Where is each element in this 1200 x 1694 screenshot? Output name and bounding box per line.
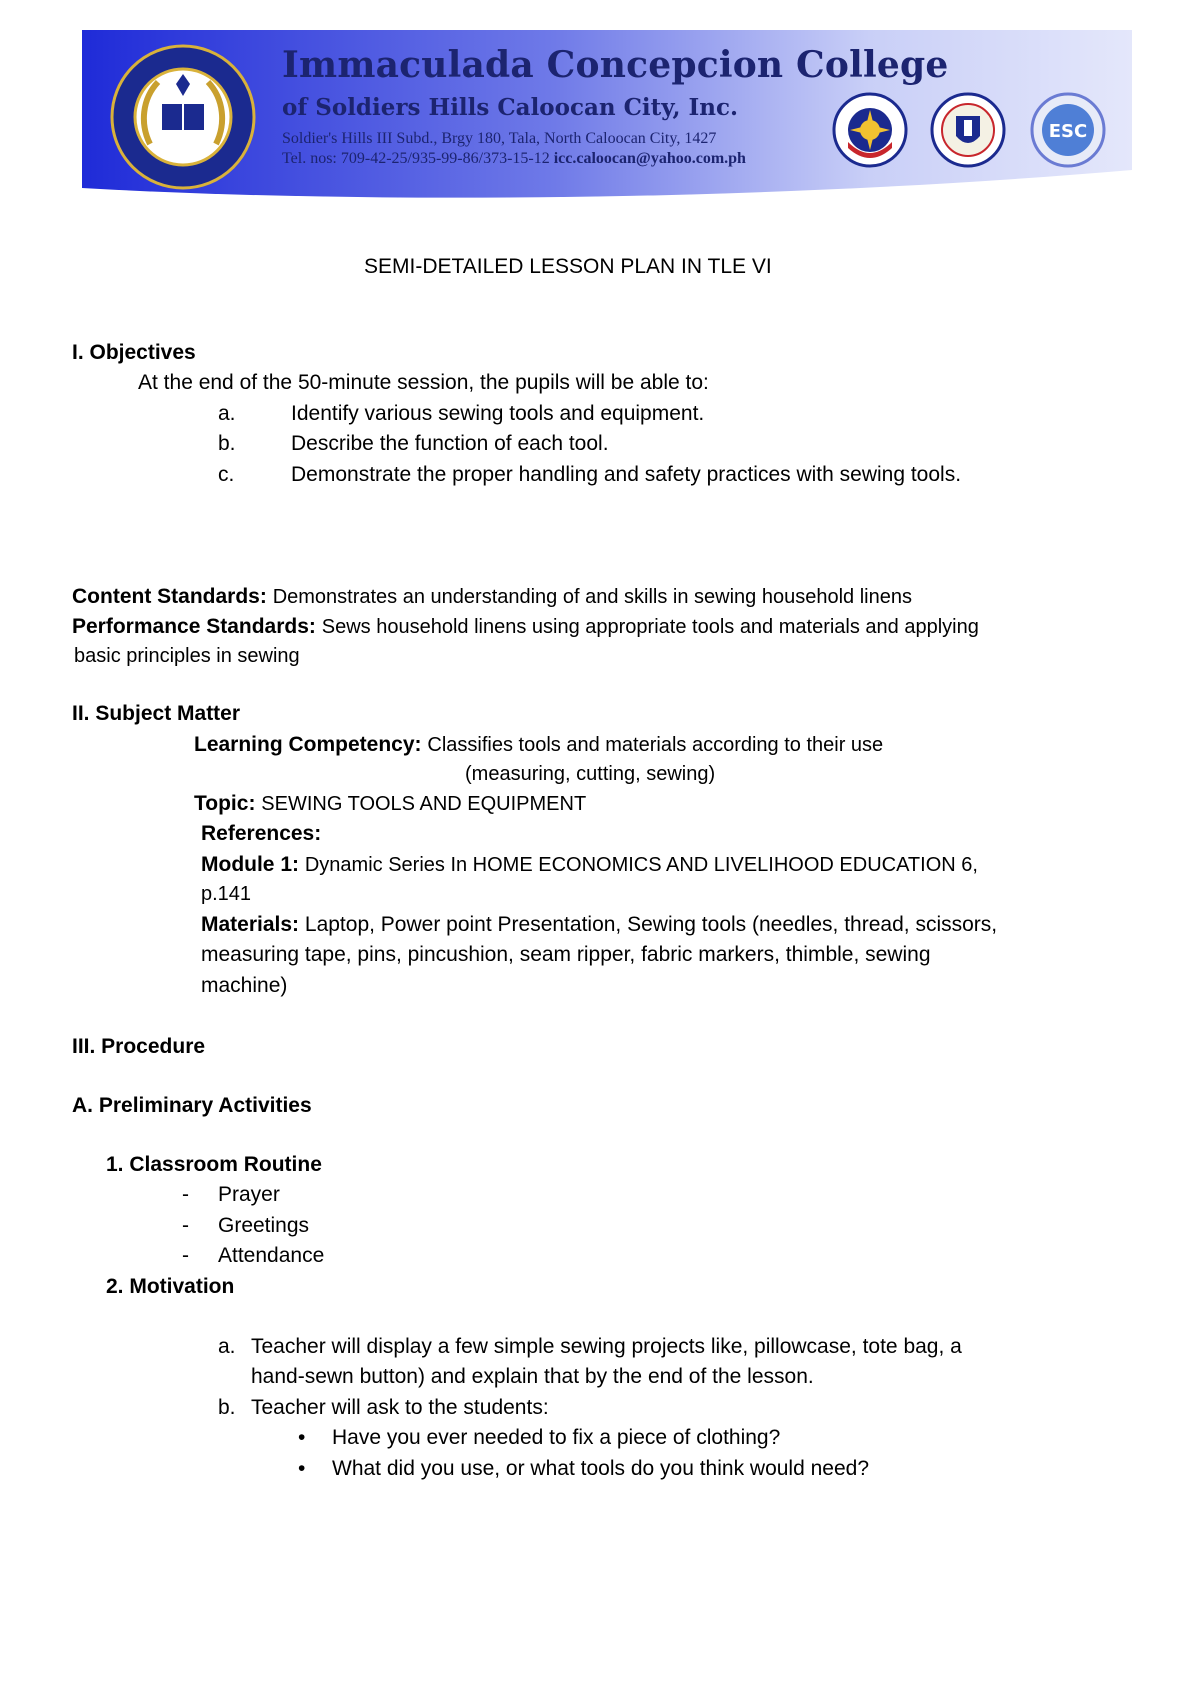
learning-competency-label: Learning Competency: <box>194 733 422 756</box>
list-marker: b. <box>218 1396 236 1419</box>
materials-label: Materials: <box>201 913 300 936</box>
list-marker: a. <box>218 1335 236 1358</box>
module-label: Module 1: <box>201 853 299 876</box>
performance-standards <box>72 614 979 640</box>
routine-item <box>182 1213 309 1239</box>
objective-text: Demonstrate the proper handling and safety practices with sewing tools. <box>291 463 962 486</box>
materials <box>201 912 997 938</box>
performance-standards-label: Performance Standards: <box>72 615 316 638</box>
objective-text: Describe the function of each tool. <box>291 432 609 455</box>
objectives-intro: At the end of the 50-minute session, the pupils will be able to: <box>138 371 709 394</box>
telephone-numbers: Tel. nos: 709-42-25/935-99-86/373-15-12 <box>282 150 550 167</box>
objective-text: Identify various sewing tools and equipment. <box>291 402 705 425</box>
ched-logo <box>832 92 908 168</box>
objective-item <box>218 401 704 427</box>
bullet-marker: • <box>298 1426 306 1449</box>
content-standards-label: Content Standards: <box>72 585 267 608</box>
routine-item <box>182 1182 280 1208</box>
materials-text-cont: machine) <box>201 974 288 997</box>
motivation-item <box>218 1395 549 1421</box>
objective-item <box>218 431 609 457</box>
motivation-text: Teacher will display a few simple sewing projects like, pillowcase, tote bag, a <box>251 1335 962 1358</box>
module-text-cont: p.141 <box>201 883 252 905</box>
materials-text-cont: measuring tape, pins, pincushion, seam ripper, fabric markers, thimble, sewing <box>201 943 931 966</box>
question-text: Have you ever needed to fix a piece of clothing? <box>332 1426 781 1449</box>
deped-logo <box>930 92 1006 168</box>
module-text: Dynamic Series In HOME ECONOMICS AND LIVELIHOOD EDUCATION 6, <box>304 854 978 876</box>
college-email: icc.caloocan@yahoo.com.ph <box>553 150 746 167</box>
question-text: What did you use, or what tools do you think would need? <box>332 1457 869 1480</box>
list-marker: a. <box>218 402 236 425</box>
routine-item-text: Prayer <box>218 1183 280 1206</box>
module-reference <box>201 852 978 878</box>
esc-logo-text: ESC <box>1048 121 1088 142</box>
classroom-routine-heading: 1. Classroom Routine <box>106 1153 322 1176</box>
motivation-item <box>218 1334 962 1360</box>
motivation-text: Teacher will ask to the students: <box>251 1396 549 1419</box>
college-address: Soldier's Hills III Subd., Brgy 180, Tala, North Caloocan City, 1427 <box>282 130 717 147</box>
bullet-marker: • <box>298 1457 306 1480</box>
college-contact <box>282 150 746 168</box>
topic-text: SEWING TOOLS AND EQUIPMENT <box>261 793 587 815</box>
subject-matter-heading: II. Subject Matter <box>72 702 241 725</box>
learning-competency-text-cont: (measuring, cutting, sewing) <box>465 763 716 785</box>
document-title: SEMI-DETAILED LESSON PLAN IN TLE VI <box>364 255 772 278</box>
list-marker: - <box>182 1183 189 1206</box>
list-marker: b. <box>218 432 236 455</box>
motivation-heading: 2. Motivation <box>106 1275 235 1298</box>
esc-logo <box>1030 92 1106 168</box>
preliminary-activities-heading: A. Preliminary Activities <box>72 1094 312 1117</box>
content-standards-text: Demonstrates an understanding of and skills in sewing household linens <box>272 586 912 608</box>
college-subtitle: of Soldiers Hills Caloocan City, Inc. <box>282 94 738 121</box>
header-banner <box>82 30 1132 202</box>
content-standards <box>72 584 912 610</box>
learning-competency-text: Classifies tools and materials according to their use <box>427 734 884 756</box>
routine-item <box>182 1243 324 1269</box>
motivation-text-cont: hand-sewn button) and explain that by the end of the lesson. <box>251 1365 814 1388</box>
college-seal-logo <box>110 44 256 190</box>
list-marker: - <box>182 1214 189 1237</box>
performance-standards-text: Sews household linens using appropriate tools and materials and applying <box>321 616 979 638</box>
objective-item <box>218 462 961 488</box>
list-marker: c. <box>218 463 235 486</box>
references-label: References: <box>201 822 322 845</box>
question-item <box>298 1425 780 1451</box>
routine-item-text: Attendance <box>218 1244 325 1267</box>
procedure-heading: III. Procedure <box>72 1035 206 1058</box>
college-name: Immaculada Concepcion College <box>282 44 949 86</box>
learning-competency <box>194 732 883 758</box>
question-item <box>298 1456 869 1482</box>
topic <box>194 791 586 817</box>
materials-text: Laptop, Power point Presentation, Sewing tools (needles, thread, scissors, <box>304 913 998 936</box>
objectives-heading: I. Objectives <box>72 341 196 364</box>
performance-standards-text-cont: basic principles in sewing <box>74 645 300 667</box>
list-marker: - <box>182 1244 189 1267</box>
routine-item-text: Greetings <box>218 1214 310 1237</box>
topic-label: Topic: <box>194 792 256 815</box>
